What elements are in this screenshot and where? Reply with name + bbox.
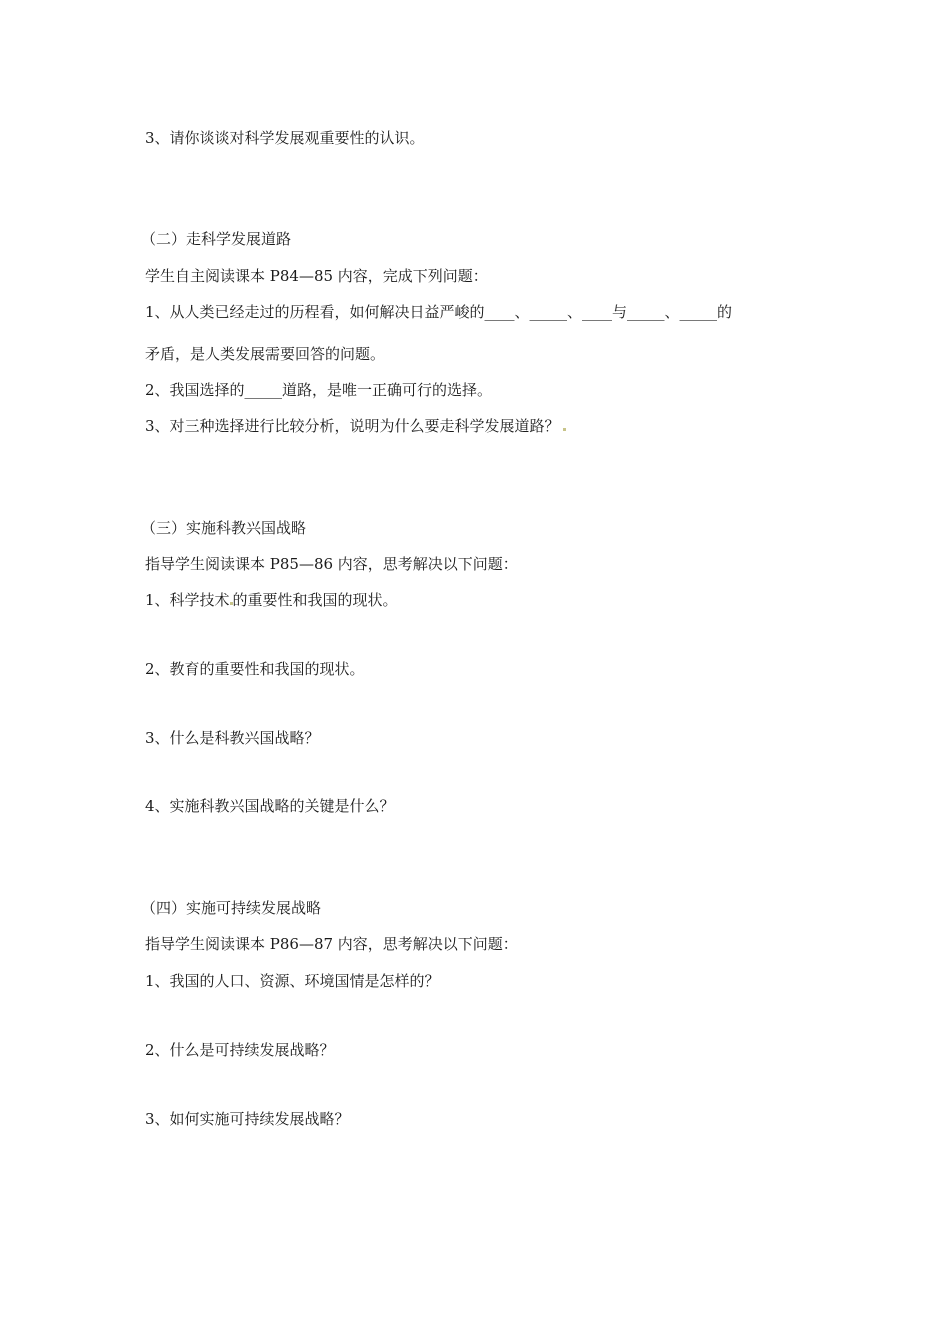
question-1-3: 3、请你谈谈对科学发展观重要性的认识。 <box>145 129 425 147</box>
question-2-3: 3、对三种选择进行比较分析，说明为什么要走科学发展道路？ <box>145 417 560 435</box>
question-3-1-row <box>145 590 398 610</box>
question-3-2: 2、教育的重要性和我国的现状。 <box>145 660 365 678</box>
question-3-1-part1: 1、科学技术 <box>145 591 230 609</box>
question-3-4: 4、实施科教兴国战略的关键是什么？ <box>145 797 395 815</box>
question-3-1-part2: 的重要性和我国的现状。 <box>232 591 398 609</box>
question-2-1-line2: 矛盾，是人类发展需要回答的问题。 <box>145 345 386 363</box>
question-3-3: 3、什么是科教兴国战略？ <box>145 729 320 747</box>
section-2-heading: （二）走科学发展道路 <box>141 230 292 248</box>
question-4-1: 1、我国的人口、资源、环境国情是怎样的？ <box>145 972 440 990</box>
section-2-intro: 学生自主阅读课本 P84—85 内容，完成下列问题： <box>145 267 488 285</box>
section-4-intro: 指导学生阅读课本 P86—87 内容，思考解决以下问题： <box>145 935 518 953</box>
question-4-3: 3、如何实施可持续发展战略？ <box>145 1110 350 1128</box>
edit-mark-icon <box>563 428 566 431</box>
question-2-3-row <box>145 416 566 436</box>
section-3-intro: 指导学生阅读课本 P85—86 内容，思考解决以下问题： <box>145 555 518 573</box>
section-3-heading: （三）实施科教兴国战略 <box>141 519 307 537</box>
question-4-2: 2、什么是可持续发展战略？ <box>145 1041 335 1059</box>
question-2-1-line1: 1、从人类已经走过的历程看，如何解决日益严峻的____、_____、____与_____、_____的 <box>145 303 733 321</box>
section-4-heading: （四）实施可持续发展战略 <box>141 899 322 917</box>
question-2-2: 2、我国选择的_____道路，是唯一正确可行的选择。 <box>145 381 493 399</box>
